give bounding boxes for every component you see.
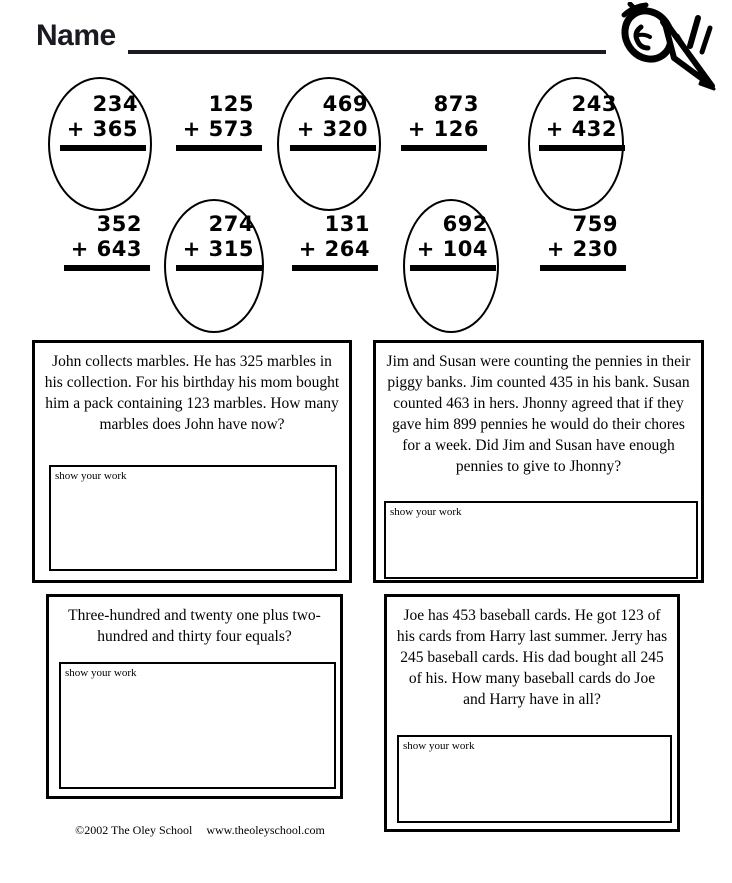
addend-top: 243 (571, 92, 617, 116)
addend-bottom: + 230 (546, 237, 618, 261)
problem-r2c3 (282, 212, 382, 304)
addend-top: 352 (96, 212, 142, 236)
addend-top: 234 (92, 92, 138, 116)
problem-r2c4 (400, 212, 500, 304)
show-your-work-label: show your work (65, 667, 137, 679)
sum-rule (292, 265, 378, 271)
addend-top: 125 (208, 92, 254, 116)
show-your-work-area-baseball-cards[interactable] (397, 735, 672, 823)
problem-r1c2 (166, 92, 266, 184)
sum-rule (540, 265, 626, 271)
copyright-text: ©2002 The Oley School (75, 823, 193, 837)
problem-r2c5 (530, 212, 630, 304)
addend-bottom: + 320 (296, 117, 368, 141)
word-problem-pennies (373, 340, 704, 583)
sum-rule (410, 265, 496, 271)
show-your-work-label: show your work (55, 470, 127, 482)
sum-rule (176, 145, 262, 151)
addend-bottom: + 643 (70, 237, 142, 261)
addend-bottom: + 315 (182, 237, 254, 261)
sum-rule (401, 145, 487, 151)
worksheet-header (0, 0, 732, 72)
word-problem-baseball-cards (384, 594, 680, 832)
word-problem-text: Jim and Susan were counting the pennies in their piggy banks. Jim counted 435 in his bank. Susan counted 463 in hers. Jhonny agreed that if they gave him 899 pennies he would do their chores for a week. Did Jim and Susan have enough pennies to give to Jhonny? (386, 353, 691, 475)
problem-r1c4 (391, 92, 491, 184)
addend-top: 692 (442, 212, 488, 236)
addend-top: 873 (433, 92, 479, 116)
word-problem-marbles (32, 340, 352, 583)
addend-bottom: + 104 (416, 237, 488, 261)
show-your-work-label: show your work (403, 740, 475, 752)
addend-top: 131 (324, 212, 370, 236)
addend-top: 469 (322, 92, 368, 116)
addend-bottom: + 573 (182, 117, 254, 141)
page-title: Name (36, 19, 116, 52)
name-input-line[interactable] (128, 50, 606, 54)
problem-r2c2 (166, 212, 266, 304)
addend-top: 759 (572, 212, 618, 236)
show-your-work-label: show your work (390, 506, 462, 518)
word-problem-text: John collects marbles. He has 325 marbles in his collection. For his birthday his mom bought him a pack containing 123 marbles. How many marbles does John have now? (44, 353, 340, 433)
addend-bottom: + 126 (407, 117, 479, 141)
problem-r1c3 (280, 92, 380, 184)
sum-rule (290, 145, 376, 151)
show-your-work-area-pennies[interactable] (384, 501, 698, 579)
problem-r1c5 (529, 92, 629, 184)
word-problem-word-form-sum (46, 594, 343, 799)
sum-rule (176, 265, 262, 271)
sum-rule (539, 145, 625, 151)
word-problem-text: Three-hundred and twenty one plus two-hundred and thirty four equals? (68, 607, 321, 645)
show-your-work-area-marbles[interactable] (49, 465, 337, 571)
addend-bottom: + 264 (298, 237, 370, 261)
addend-bottom: + 365 (66, 117, 138, 141)
problem-r2c1 (54, 212, 154, 304)
addend-bottom: + 432 (545, 117, 617, 141)
sum-rule (64, 265, 150, 271)
word-problem-text: Joe has 453 baseball cards. He got 123 of his cards from Harry last summer. Jerry has 245 baseball cards. His dad bought all 245 of his. How many baseball cards do Joe and Harry have in all? (396, 607, 668, 708)
sum-rule (60, 145, 146, 151)
show-your-work-area-word-form-sum[interactable] (59, 662, 336, 789)
problem-r1c1 (50, 92, 150, 184)
addition-problems-grid (0, 72, 732, 322)
addend-top: 274 (208, 212, 254, 236)
website-url[interactable]: www.theoleyschool.com (206, 823, 325, 837)
footer (32, 808, 362, 838)
